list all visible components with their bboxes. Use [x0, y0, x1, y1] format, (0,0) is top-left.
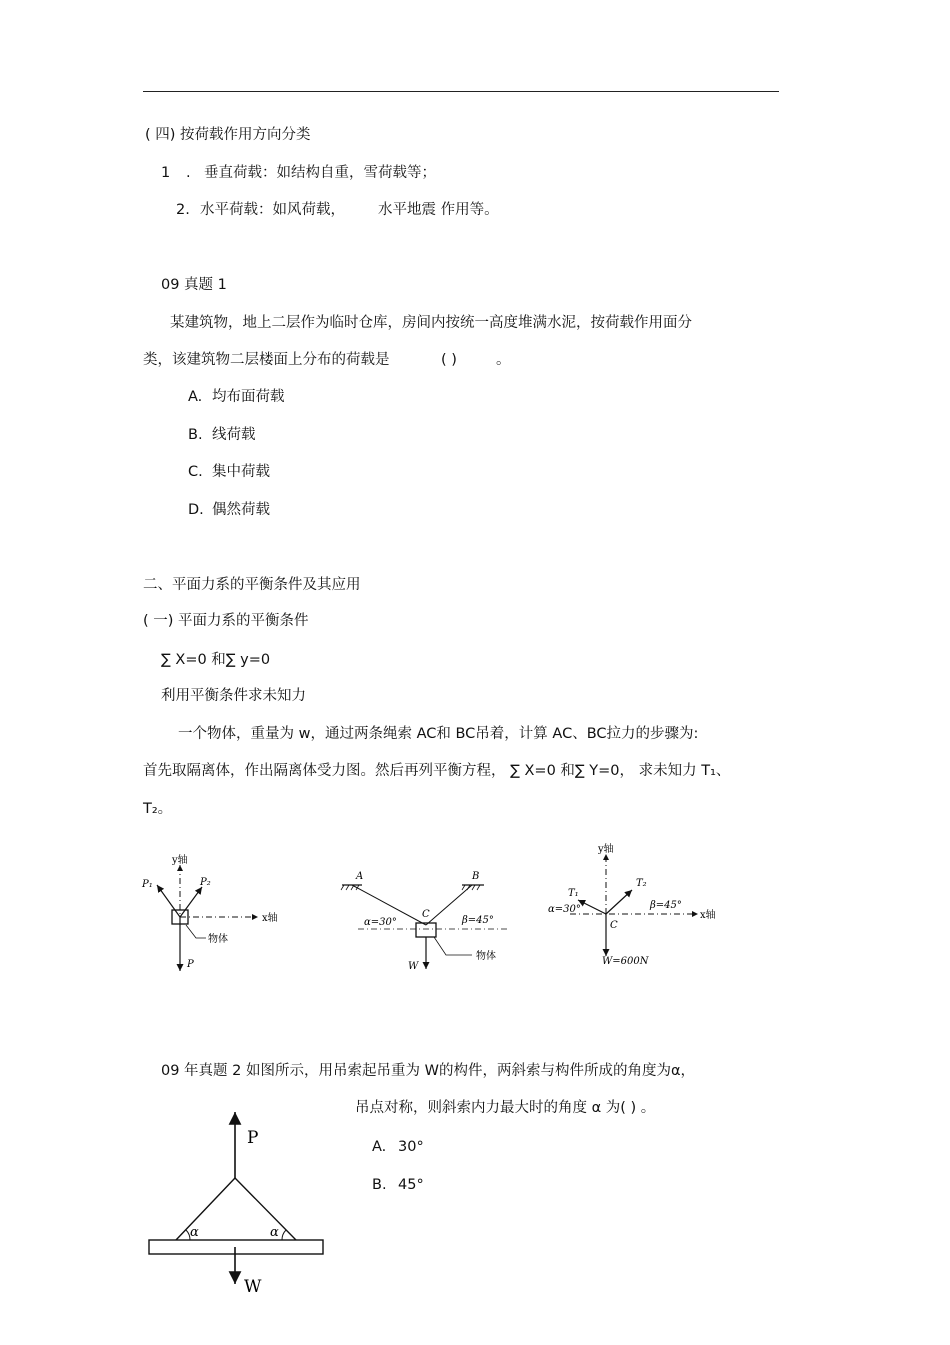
- item1-dot: .: [186, 165, 191, 181]
- beta-angle-label: β=45°: [650, 900, 682, 911]
- section2-para-line2: 首先取隔离体，作出隔离体受力图。然后再列平衡方程， ∑ X=0 和∑ Y=0， 求未知力 T₁、: [143, 763, 731, 779]
- body-label: 物体: [208, 934, 228, 945]
- point-a-label: A: [356, 871, 364, 882]
- alpha-arc-right: [282, 1230, 286, 1240]
- x-axis-label: x轴: [262, 913, 278, 924]
- weight-label: W=600N: [602, 956, 649, 967]
- force-p2-arrow: [180, 887, 202, 917]
- q1-option-b-letter: B.: [188, 427, 203, 443]
- q1-stem-line1: 某建筑物，地上二层作为临时仓库，房间内按统一高度堆满水泥，按荷载作用面分: [170, 315, 692, 331]
- weight-label: W: [244, 1277, 262, 1297]
- item2-number: 2.: [176, 202, 190, 218]
- q1-option-d-text: 偶然荷载: [212, 502, 270, 518]
- section2-para-line3: T₂。: [143, 801, 173, 817]
- t1-label: T₁: [568, 888, 579, 899]
- p-label: P: [187, 959, 194, 970]
- q2-option-a-text: 30°: [398, 1139, 424, 1155]
- header-rule: [143, 91, 779, 92]
- force-diagram-object: [140, 843, 290, 978]
- beta-angle-label: β=45°: [462, 915, 494, 926]
- q1-option-a-letter: A.: [188, 389, 203, 405]
- item2-text: 水平荷载：如风荷载，: [200, 202, 345, 218]
- q2-title-line1: 09 年真题 2 如图所示，用吊索起吊重为 W的构件，两斜索与构件所成的角度为α，: [161, 1063, 696, 1079]
- point-b-label: B: [472, 871, 480, 882]
- section4-heading: ( 四) 按荷载作用方向分类: [145, 127, 311, 143]
- q1-option-c-letter: C.: [188, 464, 203, 480]
- point-c-label: C: [422, 909, 430, 920]
- force-p1-arrow: [157, 885, 180, 917]
- section2-sub1: ( 一) 平面力系的平衡条件: [143, 613, 309, 629]
- q2-option-a-letter: A.: [372, 1139, 387, 1155]
- item2-text-b: 水平地震 作用等。: [378, 202, 499, 218]
- q2-option-b-letter: B.: [372, 1177, 387, 1193]
- body-leader-line: [434, 937, 472, 955]
- q1-option-b-text: 线荷载: [212, 427, 256, 443]
- q2-title-line2: 吊点对称，则斜索内力最大时的角度 α 为( ) 。: [355, 1100, 656, 1116]
- y-axis-label: y轴: [598, 844, 614, 855]
- section2-para-line1: 一个物体，重量为 w，通过两条绳索 AC和 BC吊着，计算 AC、BC拉力的步骤为:: [178, 726, 699, 742]
- body-label: 物体: [476, 951, 496, 962]
- t2-label: T₂: [636, 878, 647, 889]
- q1-stem-end: 。: [496, 352, 511, 368]
- beam-component: [149, 1240, 323, 1254]
- q1-option-c-text: 集中荷载: [212, 464, 270, 480]
- alpha-angle-label: α=30°: [364, 917, 397, 928]
- body-leader-line: [186, 925, 206, 938]
- tension-t2-arrow: [606, 890, 632, 914]
- q1-option-a-text: 均布面荷载: [212, 389, 285, 405]
- tension-t1-arrow: [578, 900, 606, 914]
- object-box: [416, 923, 436, 937]
- free-body-diagram: [540, 838, 730, 973]
- hanging-object-diagram: [338, 865, 518, 975]
- point-c-label: C: [610, 920, 618, 931]
- lifting-sling-diagram: [140, 1100, 335, 1300]
- sling-right: [235, 1178, 296, 1240]
- alpha-right-label: α: [270, 1225, 279, 1240]
- q2-option-b-text: 45°: [398, 1177, 424, 1193]
- p2-label: P₂: [200, 877, 211, 888]
- item1-number: 1: [161, 165, 171, 181]
- q1-answer-paren: ( ): [441, 352, 457, 368]
- q1-option-d-letter: D.: [188, 502, 204, 518]
- x-axis-label: x轴: [700, 910, 716, 921]
- sling-left: [176, 1178, 235, 1240]
- equilibrium-use: 利用平衡条件求未知力: [161, 688, 306, 704]
- q1-stem-line2: 类，该建筑物二层楼面上分布的荷载是: [143, 352, 390, 368]
- section2-heading: 二、平面力系的平衡条件及其应用: [143, 577, 361, 593]
- alpha-angle-label: α=30°: [548, 904, 581, 915]
- lifting-force-label: P: [247, 1128, 259, 1148]
- y-axis-label: y轴: [172, 855, 188, 866]
- q1-title: 09 真题 1: [161, 277, 227, 293]
- equilibrium-formula: ∑ X=0 和∑ y=0: [161, 652, 271, 668]
- alpha-left-label: α: [190, 1225, 199, 1240]
- p1-label: P₁: [142, 879, 153, 890]
- weight-label: W: [408, 961, 419, 972]
- item1-text: 垂直荷载：如结构自重，雪荷载等；: [204, 165, 436, 181]
